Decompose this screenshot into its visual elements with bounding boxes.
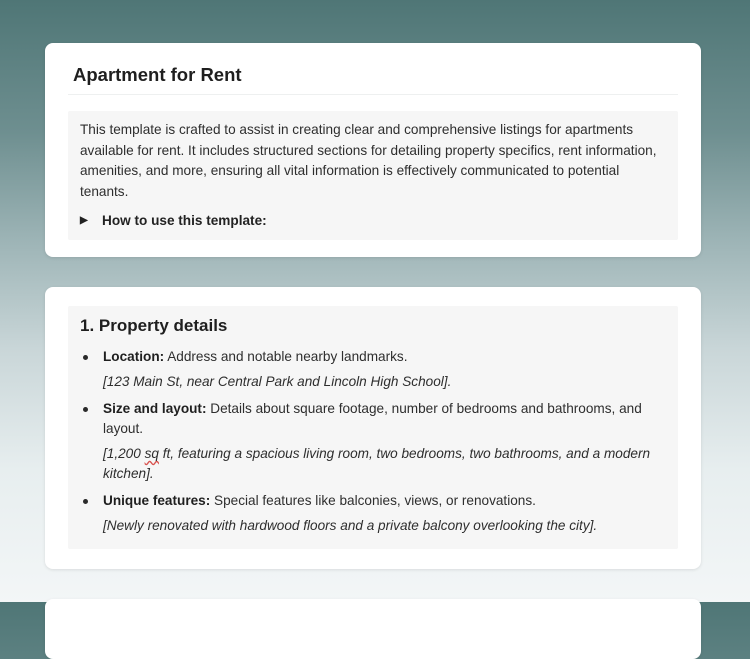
- list-item-desc: Details about square footage, number of bedrooms and bathrooms, and layout.: [103, 401, 642, 436]
- list-item-key: Unique features:: [103, 493, 211, 508]
- list-item-size-layout: [80, 399, 666, 484]
- list-item-example: [103, 444, 666, 484]
- intro-text: This template is crafted to assist in creating clear and comprehensive listings for apartments available for rent. It includes structured sections for detailing property specifics, rent information, amenities, and more, ensuring all vital information is effectively communicated to potential tenants.: [80, 122, 657, 199]
- example-text-end: ft, featuring a spacious living room, two bedrooms, two bathrooms, and a modern kitchen].: [103, 446, 651, 481]
- toggle-label: How to use this template:: [102, 212, 267, 228]
- list-item-example: [Newly renovated with hardwood floors and a private balcony overlooking the city].: [103, 518, 598, 533]
- list-item-key: Location:: [103, 349, 165, 364]
- bullet-dot-icon: [83, 355, 88, 360]
- list-item-desc: Address and notable nearby landmarks.: [164, 349, 408, 364]
- property-details-section: [68, 306, 678, 549]
- list-item-desc: Special features like balconies, views, or renovations.: [210, 493, 536, 508]
- triangle-right-icon[interactable]: ▶: [80, 214, 88, 226]
- bullet-dot-icon: [83, 499, 88, 504]
- how-to-use-toggle[interactable]: [80, 210, 666, 230]
- list-item-text: [103, 347, 666, 367]
- list-item-key: Size and layout:: [103, 401, 207, 416]
- property-details-card: [45, 287, 701, 569]
- section-title: 1. Property details: [80, 316, 228, 335]
- list-item-unique-features: [80, 491, 666, 536]
- list-item-text: [103, 399, 666, 439]
- spellcheck-flagged-word[interactable]: sq: [144, 446, 159, 461]
- example-text-start: [1,200: [103, 446, 145, 461]
- intro-card: [45, 43, 701, 257]
- bullet-dot-icon: [83, 407, 88, 412]
- list-item-location: [80, 347, 666, 392]
- page-title: Apartment for Rent: [68, 43, 678, 95]
- next-section-card: [45, 599, 701, 659]
- list-item-text: [103, 491, 666, 511]
- property-details-list: [80, 347, 666, 536]
- list-item-example: [123 Main St, near Central Park and Lincoln High School].: [103, 374, 452, 389]
- intro-callout: [68, 111, 678, 240]
